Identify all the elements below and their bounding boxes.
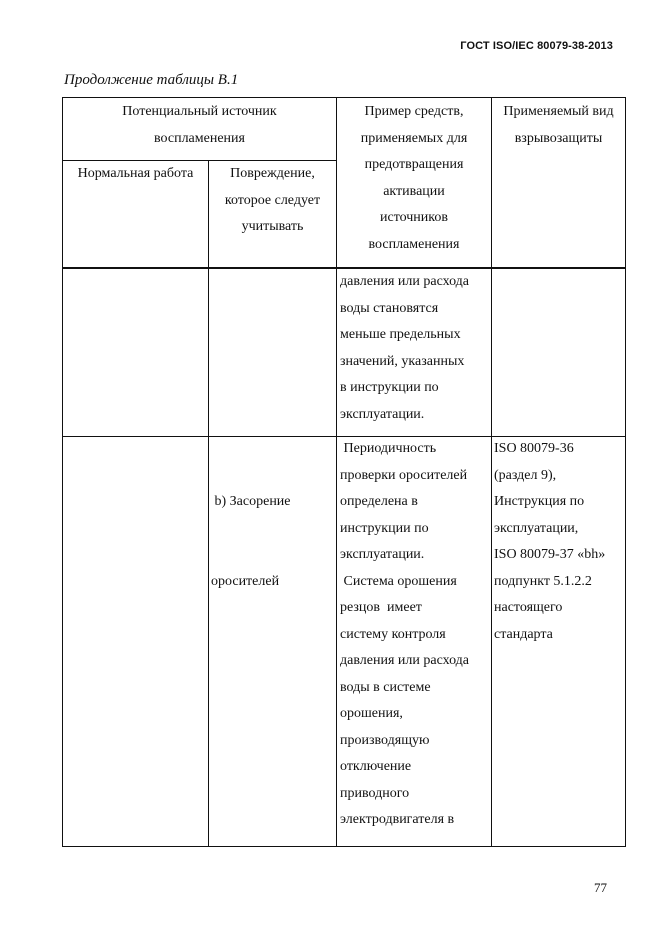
row1-measures-cell bbox=[340, 269, 490, 428]
header-prevention-line: источников bbox=[379, 210, 448, 225]
standard-code: ГОСТ ISO/IEC 80079-38-2013 bbox=[460, 40, 613, 52]
row1-measures-line: эксплуатации. bbox=[340, 406, 425, 422]
row2-measures-line: давления или расхода bbox=[340, 653, 470, 668]
row1-measures-line: давления или расхода bbox=[340, 274, 470, 289]
row2-measures-line: Система орошения bbox=[340, 573, 457, 589]
row2-measures-line: Периодичность bbox=[340, 441, 437, 456]
header-damage-line: которое следует bbox=[224, 192, 321, 208]
table-border-right bbox=[625, 97, 626, 847]
header-protection-type bbox=[492, 99, 625, 152]
header-normal-operation-line: Нормальная работа bbox=[77, 166, 194, 181]
row2-measures-line: производящую bbox=[340, 732, 430, 748]
table-caption: Продолжение таблицы В.1 bbox=[64, 72, 239, 88]
header-prevention-line: воспламенения bbox=[368, 236, 460, 252]
table-border-bottom bbox=[62, 846, 626, 847]
row2-measures-line: электродвигателя в bbox=[340, 812, 455, 827]
header-protection-line: Применяемый вид bbox=[503, 104, 614, 119]
row2-protection-line: настоящего bbox=[494, 600, 563, 615]
row1-measures-line: значений, указанных bbox=[340, 353, 465, 369]
table-border-left bbox=[62, 97, 63, 847]
row2-measures-line: приводного bbox=[340, 785, 410, 801]
header-ignition-source-line: Потенциальный источник bbox=[122, 104, 277, 119]
row2-protection-line: (раздел 9), bbox=[494, 467, 557, 483]
row2-protection-line: эксплуатации, bbox=[494, 520, 579, 536]
header-damage-line: учитывать bbox=[241, 219, 304, 234]
row1-measures-line: в инструкции по bbox=[340, 380, 439, 395]
page-number: 77 bbox=[594, 880, 607, 895]
row2-measures-line: определена в bbox=[340, 494, 418, 509]
row2-measures-line: систему контроля bbox=[340, 626, 446, 642]
header-normal-operation bbox=[63, 161, 208, 188]
row1-measures-line: воды становятся bbox=[340, 300, 439, 316]
row2-protection-line: стандарта bbox=[494, 626, 553, 642]
row2-measures-line: эксплуатации. bbox=[340, 547, 425, 562]
header-prevention-line: предотвращения bbox=[364, 157, 464, 172]
row2-damage-cell bbox=[211, 436, 335, 648]
header-ignition-source bbox=[63, 99, 336, 152]
header-prevention-line: применяемых для bbox=[360, 130, 468, 146]
row2-protection-line: ISO 80079-36 bbox=[494, 441, 574, 456]
header-prevention-line: активации bbox=[383, 183, 445, 199]
table-divider-col1 bbox=[208, 160, 209, 847]
header-protection-line: взрывозащиты bbox=[514, 130, 603, 146]
row2-damage-line: оросителей bbox=[211, 573, 280, 589]
row2-measures-line: проверки оросителей bbox=[340, 467, 468, 483]
ignition-source-table bbox=[62, 97, 626, 847]
row2-protection-cell bbox=[494, 436, 624, 648]
row2-protection-line: подпункт 5.1.2.2 bbox=[494, 573, 592, 589]
header-ignition-source-line: воспламенения bbox=[154, 130, 245, 146]
header-prevention-measures bbox=[337, 99, 491, 258]
header-damage-line: Повреждение, bbox=[230, 166, 315, 181]
row2-measures-line: орошения, bbox=[340, 706, 403, 721]
row2-measures-line: отключение bbox=[340, 759, 412, 774]
row2-measures-line: инструкции по bbox=[340, 520, 429, 536]
row2-measures-line: воды в системе bbox=[340, 679, 431, 695]
row1-measures-line: меньше предельных bbox=[340, 327, 461, 342]
table-border-top bbox=[62, 97, 626, 98]
header-damage bbox=[209, 161, 336, 241]
header-prevention-line: Пример средств, bbox=[364, 104, 464, 119]
row2-measures-line: резцов имеет bbox=[340, 600, 422, 615]
row2-protection-line: ISO 80079-37 «bh» bbox=[494, 547, 606, 562]
row2-protection-line: Инструкция по bbox=[494, 494, 585, 509]
row2-damage-line: b) Засорение bbox=[211, 494, 291, 509]
table-divider-col3 bbox=[491, 97, 492, 847]
row2-measures-cell bbox=[340, 436, 490, 834]
